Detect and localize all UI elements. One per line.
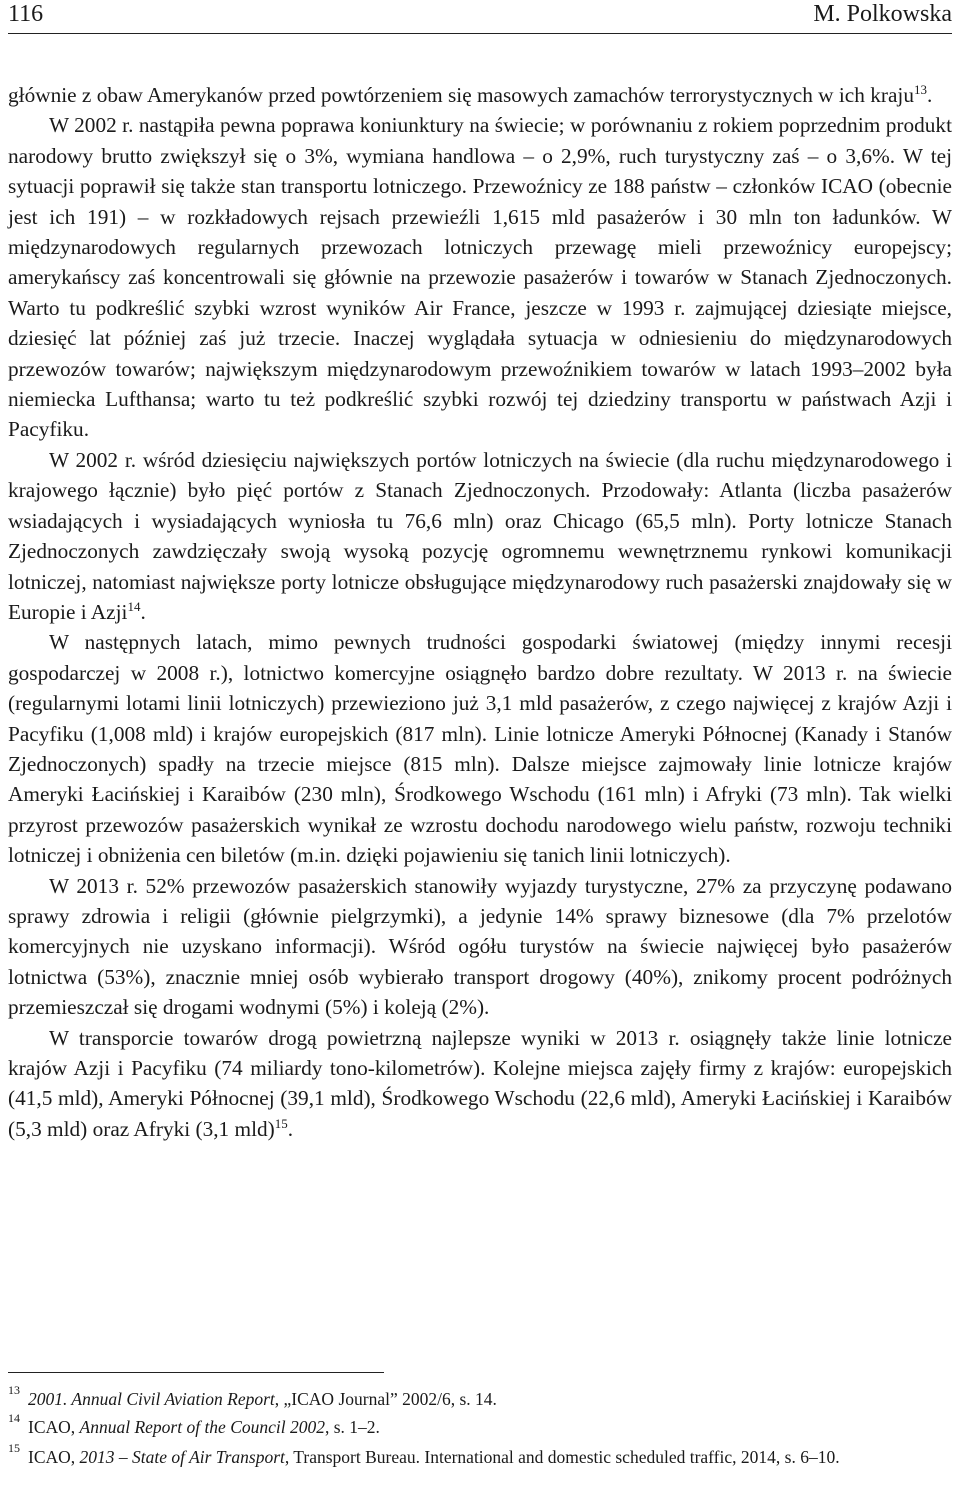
text-span: 2001. Annual Civil Aviation Report	[28, 1389, 275, 1409]
text-span: Annual Report of the Council 2002	[79, 1417, 325, 1437]
text-span: , s. 1–2.	[325, 1417, 380, 1437]
footnote	[8, 1383, 952, 1411]
footnote-number: 14	[8, 1411, 20, 1425]
text-span: , Transport Bureau. International and domestic scheduled traffic, 2014, s. 6–10.	[284, 1447, 840, 1467]
running-header	[8, 0, 952, 34]
page-number: 116	[8, 1, 44, 27]
text-span: .	[287, 1116, 294, 1141]
text-span: W 2002 r. nastąpiła pewna poprawa koniunktury na świecie; w porównaniu z rokiem poprzednim produkt narodowy brutto zwiększył się o 3%, wymiana handlowa – o 2,9%, ruch turystyczny zaś – o 3,6%. W tej sytuacji poprawił się także stan transportu lotniczego. Przewoźnicy ze 188 państw – członków ICAO (obecnie jest ich 191) – w rozkładowych rejsach przewieźli 1,615 mld pasażerów i 30 mln ton ładunków. W międzynarodowych regularnych przewozach lotniczych przewagę mieli przewoźnicy europejscy; amerykańscy zaś koncentrowali się głównie na przewozie pasażerów i towarów w Stanach Zjednoczonych. Warto tu podkreślić szybki wzrost wyników Air France, jeszcze w 1993 r. zajmującej dziesiąte miejsce, dziesięć lat później zaś już trzecie. Inaczej wyglądała sytuacja w odniesieniu do międzynarodowych przewozów towarów; największym międzynarodowym przewoźnikiem towarów w latach 1993–2002 była niemiecka Lufthansa; warto tu też podkreślić szybki rozwój tej dziedziny transportu w państwach Azji i Pacyfiku.	[8, 113, 952, 442]
text-span: W 2013 r. 52% przewozów pasażerskich stanowiły wyjazdy turystyczne, 27% za przyczynę podawano sprawy zdrowia i religii (głównie pielgrzymki), a jedynie 14% sprawy biznesowe (dla 7% przelotów komercyjnych nie uzyskano informacji). Wśród ogółu turystów na świecie najwięcej było pasażerów lotnictwa (53%), znacznie mniej osób wybierało transport drogowy (40%), znikomy procent podróżnych przemieszczał się drogami wodnymi (5%) i koleją (2%).	[8, 873, 952, 1020]
footnotes	[8, 1383, 952, 1473]
running-head-author: M. Polkowska	[813, 1, 952, 27]
footnote	[8, 1411, 952, 1439]
paragraph	[8, 871, 952, 1023]
text-span: , „ICAO Journal” 2002/6, s. 14.	[274, 1389, 497, 1409]
footnote-number: 15	[8, 1441, 20, 1455]
paragraph	[8, 445, 952, 627]
text-span: 2013 – State of Air Transport	[79, 1447, 285, 1467]
text-span: W 2002 r. wśród dziesięciu największych portów lotniczych na świecie (dla ruchu międzynarodowego i krajowego łącznie) było pięć portów z Stanach Zjednoczonych. Przodowały: Atlanta (liczba pasażerów wsiadających i wysiadających wyniosła tu 76,6 mln) oraz Chicago (65,5 mln). Porty lotnicze Stanach Zjednoczonych zawdzięczały swoją wysoką pozycję ogromnemu wewnętrznemu rynkowi komunikacji lotniczej, natomiast największe porty lotnicze obsługujące międzynarodowy ruch pasażerski znajdowały się w Europie i Azji	[8, 447, 952, 624]
paragraph	[8, 1023, 952, 1145]
paragraph	[8, 110, 952, 444]
footnote-number: 13	[8, 1383, 20, 1397]
paragraph	[8, 80, 952, 110]
footnote	[8, 1441, 952, 1469]
footnote-ref: 13	[914, 81, 927, 97]
footnote-ref: 15	[274, 1115, 288, 1131]
text-span: .	[140, 599, 146, 624]
text-span: ICAO,	[28, 1417, 80, 1437]
text-span: ICAO,	[28, 1447, 80, 1467]
text-span: .	[927, 83, 933, 107]
text-span: głównie z obaw Amerykanów przed powtórzeniem się masowych zamachów terrorystycznych w ich kraju	[8, 83, 914, 107]
text-span: W transporcie towarów drogą powietrzną najlepsze wyniki w 2013 r. osiągnęły także linie lotnicze krajów Azji i Pacyfiku (74 miliardy tono-kilometrów). Kolejne miejsca zajęły firmy z krajów: europejskich (41,5 mld), Ameryki Północnej (39,1 mld), Środkowego Wschodu (22,6 mld), Ameryki Łacińskiej i Karaibów (5,3 mld) oraz Afryki (3,1 mld)	[8, 1025, 952, 1141]
footnote-separator	[8, 1372, 384, 1373]
text-span: W następnych latach, mimo pewnych trudności gospodarki światowej (między innymi recesji gospodarczej w 2008 r.), lotnictwo komercyjne osiągnęło bardzo dobre rezultaty. W 2013 r. na świecie (regularnymi lotami linii lotniczych) przewieziono już 3,1 mld pasażerów, z czego najwięcej z krajów Azji i Pacyfiku (1,008 mld) i krajów europejskich (817 mln). Linie lotnicze Ameryki Północnej (Kanady i Stanów Zjednoczonych) spadły na trzecie miejsce (815 mln). Dalsze miejsce zajmowały linie lotnicze krajów Ameryki Łacińskiej i Karaibów (230 mln), Środkowego Wschodu (161 mln) i Afryki (73 mln). Tak wielki przyrost przewozów pasażerskich wynikał ze wzrostu dochodu narodowego wielu państw, rozwoju techniki lotniczej i obniżenia cen biletów (m.in. dzięki pojawieniu się tanich linii lotniczych).	[8, 630, 952, 868]
footnote-ref: 14	[127, 598, 141, 614]
body-text	[8, 80, 952, 1144]
paragraph	[8, 627, 952, 870]
